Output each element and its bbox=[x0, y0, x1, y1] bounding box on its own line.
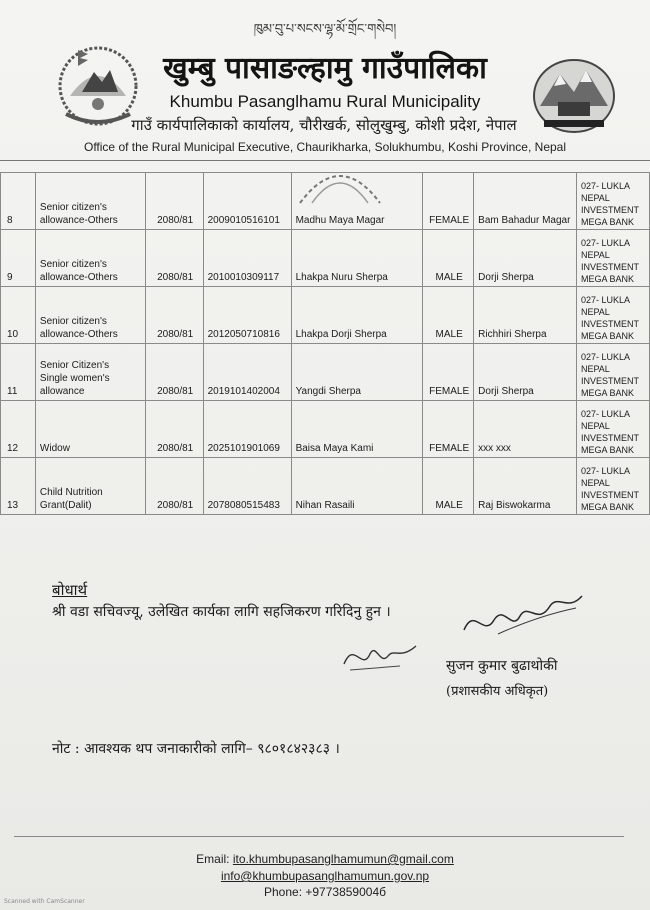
table-row bbox=[1, 287, 650, 344]
cell-gender: MALE bbox=[423, 458, 474, 515]
cell-beneficiary-name: Nihan Rasaili bbox=[291, 458, 423, 515]
cell-allowance-type-line: Senior citizen's bbox=[39, 202, 107, 213]
cell-allowance-type-line: Widow bbox=[39, 443, 70, 454]
cell-beneficiary-name: Yangdi Sherpa bbox=[291, 344, 423, 401]
cell-nominee: Dorji Sherpa bbox=[474, 344, 577, 401]
signatory-name: सुजन कुमार बुढाथोकी bbox=[446, 658, 558, 674]
footer-divider bbox=[14, 836, 624, 837]
cell-allowance-type-line: Senior citizen's bbox=[39, 316, 107, 327]
cell-allowance-type bbox=[35, 401, 145, 458]
cell-bank-line: 027- LUKLA bbox=[580, 409, 630, 419]
cell-bank-line: 027- LUKLA bbox=[580, 295, 630, 305]
cell-bank-line: 027- LUKLA bbox=[580, 238, 630, 248]
cell-beneficiary-id: 2010010309117 bbox=[203, 230, 291, 287]
cell-bank bbox=[576, 287, 649, 344]
email-link-2[interactable]: info@khumbupasanglhamumun.gov.np bbox=[220, 869, 430, 883]
cell-bank-line: MEGA BANK bbox=[580, 388, 634, 398]
cell-bank-line: MEGA BANK bbox=[580, 502, 634, 512]
cell-bank-line: MEGA BANK bbox=[580, 217, 634, 227]
cell-bank-line: NEPAL bbox=[580, 478, 610, 488]
cell-bank bbox=[576, 230, 649, 287]
cell-bank-line: INVESTMENT bbox=[580, 376, 639, 386]
cell-bank bbox=[576, 173, 649, 230]
tibetan-name-line: ཁུམ་བུ་པ་སངས་ལྷ་མོ་གྲོང་གསེབ། bbox=[253, 22, 397, 37]
cell-serial: 11 bbox=[1, 344, 36, 401]
cell-bank-line: NEPAL bbox=[580, 307, 610, 317]
cell-bank-line: INVESTMENT bbox=[580, 205, 639, 215]
cell-beneficiary-name: Lhakpa Dorji Sherpa bbox=[291, 287, 423, 344]
cell-beneficiary-id: 2025101901069 bbox=[203, 401, 291, 458]
cell-allowance-type-line: Grant(Dalit) bbox=[39, 500, 92, 511]
cell-allowance-type-line: allowance-Others bbox=[39, 329, 118, 340]
cell-bank-line: 027- LUKLA bbox=[580, 466, 630, 476]
cell-allowance-type bbox=[35, 287, 145, 344]
officer-signature bbox=[458, 586, 588, 642]
table-row bbox=[1, 401, 650, 458]
footer-email-line bbox=[0, 852, 650, 866]
cell-allowance-type bbox=[35, 230, 145, 287]
cell-allowance-type-line: Senior citizen's bbox=[39, 259, 107, 270]
cell-fiscal-year: 2080/81 bbox=[145, 344, 203, 401]
cell-fiscal-year: 2080/81 bbox=[145, 458, 203, 515]
cell-allowance-type bbox=[35, 344, 145, 401]
cell-bank-line: 027- LUKLA bbox=[580, 181, 630, 191]
cell-gender: FEMALE bbox=[423, 173, 474, 230]
header-divider bbox=[0, 160, 650, 161]
cell-allowance-type bbox=[35, 458, 145, 515]
cell-beneficiary-id: 2078080515483 bbox=[203, 458, 291, 515]
cell-allowance-type-line: Child Nutrition bbox=[39, 487, 103, 498]
cell-nominee: Dorji Sherpa bbox=[474, 230, 577, 287]
subject-heading: बोधार्थ bbox=[52, 581, 88, 599]
beneficiary-table bbox=[0, 172, 650, 515]
cell-bank-line: INVESTMENT bbox=[580, 262, 639, 272]
cell-beneficiary-name: Baisa Maya Kami bbox=[291, 401, 423, 458]
cell-beneficiary-id: 2009010516101 bbox=[203, 173, 291, 230]
cell-nominee: Raj Biswokarma bbox=[474, 458, 577, 515]
cell-bank-line: NEPAL bbox=[580, 193, 610, 203]
table-row bbox=[1, 458, 650, 515]
cell-beneficiary-id: 2019101402004 bbox=[203, 344, 291, 401]
cell-serial: 8 bbox=[1, 173, 36, 230]
cell-serial: 12 bbox=[1, 401, 36, 458]
cell-bank-line: NEPAL bbox=[580, 250, 610, 260]
cell-bank-line: MEGA BANK bbox=[580, 274, 634, 284]
cell-fiscal-year: 2080/81 bbox=[145, 401, 203, 458]
cell-nominee: xxx xxx bbox=[474, 401, 577, 458]
office-stamp bbox=[296, 163, 384, 207]
scanner-watermark: Scanned with CamScanner bbox=[4, 898, 85, 905]
cell-bank bbox=[576, 401, 649, 458]
municipality-title-english: Khumbu Pasanglhamu Rural Municipality bbox=[169, 92, 481, 111]
initials-signature bbox=[340, 636, 420, 676]
request-text: श्री वडा सचिवज्यू, उलेखित कार्यका लागि सहजिकरण गरिदिनु हुन । bbox=[52, 604, 391, 620]
cell-bank-line: NEPAL bbox=[580, 421, 610, 431]
cell-bank bbox=[576, 458, 649, 515]
office-address-nepali: गाउँ कार्यपालिकाको कार्यालय, चौरीखर्क, सोलुखुम्बु, कोशी प्रदेश, नेपाल bbox=[131, 116, 517, 134]
cell-bank-line: INVESTMENT bbox=[580, 319, 639, 329]
cell-allowance-type-line: allowance-Others bbox=[39, 215, 118, 226]
cell-beneficiary-name: Lhakpa Nuru Sherpa bbox=[291, 230, 423, 287]
cell-bank-line: MEGA BANK bbox=[580, 445, 634, 455]
cell-serial: 10 bbox=[1, 287, 36, 344]
cell-serial: 13 bbox=[1, 458, 36, 515]
office-address-english: Office of the Rural Municipal Executive, Chaurikharka, Solukhumbu, Koshi Province, Nepal bbox=[83, 140, 566, 154]
cell-bank bbox=[576, 344, 649, 401]
cell-allowance-type bbox=[35, 173, 145, 230]
email-label: Email: bbox=[196, 852, 230, 866]
cell-serial: 9 bbox=[1, 230, 36, 287]
cell-gender: FEMALE bbox=[423, 401, 474, 458]
cell-allowance-type-line: allowance-Others bbox=[39, 272, 118, 283]
beneficiary-table-body bbox=[1, 173, 650, 515]
footer-phone: Phone: +9773859004б bbox=[264, 885, 386, 897]
email-link-1[interactable]: ito.khumbupasanglhamumun@gmail.com bbox=[232, 852, 454, 866]
cell-bank-line: NEPAL bbox=[580, 364, 610, 374]
cell-nominee: Richhiri Sherpa bbox=[474, 287, 577, 344]
cell-allowance-type-line: Senior Citizen's bbox=[39, 360, 110, 371]
signatory-title: (प्रशासकीय अधिकृत) bbox=[446, 684, 549, 699]
cell-allowance-type-line: allowance bbox=[39, 386, 85, 397]
cell-beneficiary-name: Madhu Maya Magar bbox=[291, 173, 423, 230]
cell-bank-line: MEGA BANK bbox=[580, 331, 634, 341]
cell-fiscal-year: 2080/81 bbox=[145, 173, 203, 230]
cell-gender: FEMALE bbox=[423, 344, 474, 401]
cell-gender: MALE bbox=[423, 287, 474, 344]
cell-allowance-type-line: Single women's bbox=[39, 373, 110, 384]
cell-fiscal-year: 2080/81 bbox=[145, 287, 203, 344]
cell-bank-line: INVESTMENT bbox=[580, 490, 639, 500]
cell-bank-line: 027- LUKLA bbox=[580, 352, 630, 362]
cell-beneficiary-id: 2012050710816 bbox=[203, 287, 291, 344]
cell-gender: MALE bbox=[423, 230, 474, 287]
table-row bbox=[1, 230, 650, 287]
contact-note: नोट : आवश्यक थप जनाकारीको लागि– ९८०१८४२३८३ । bbox=[52, 741, 340, 757]
cell-fiscal-year: 2080/81 bbox=[145, 230, 203, 287]
cell-bank-line: INVESTMENT bbox=[580, 433, 639, 443]
table-row bbox=[1, 344, 650, 401]
municipality-title-nepali: खुम्बु पासाङल्हामु गाउँपालिका bbox=[163, 51, 487, 86]
cell-nominee: Bam Bahadur Magar bbox=[474, 173, 577, 230]
